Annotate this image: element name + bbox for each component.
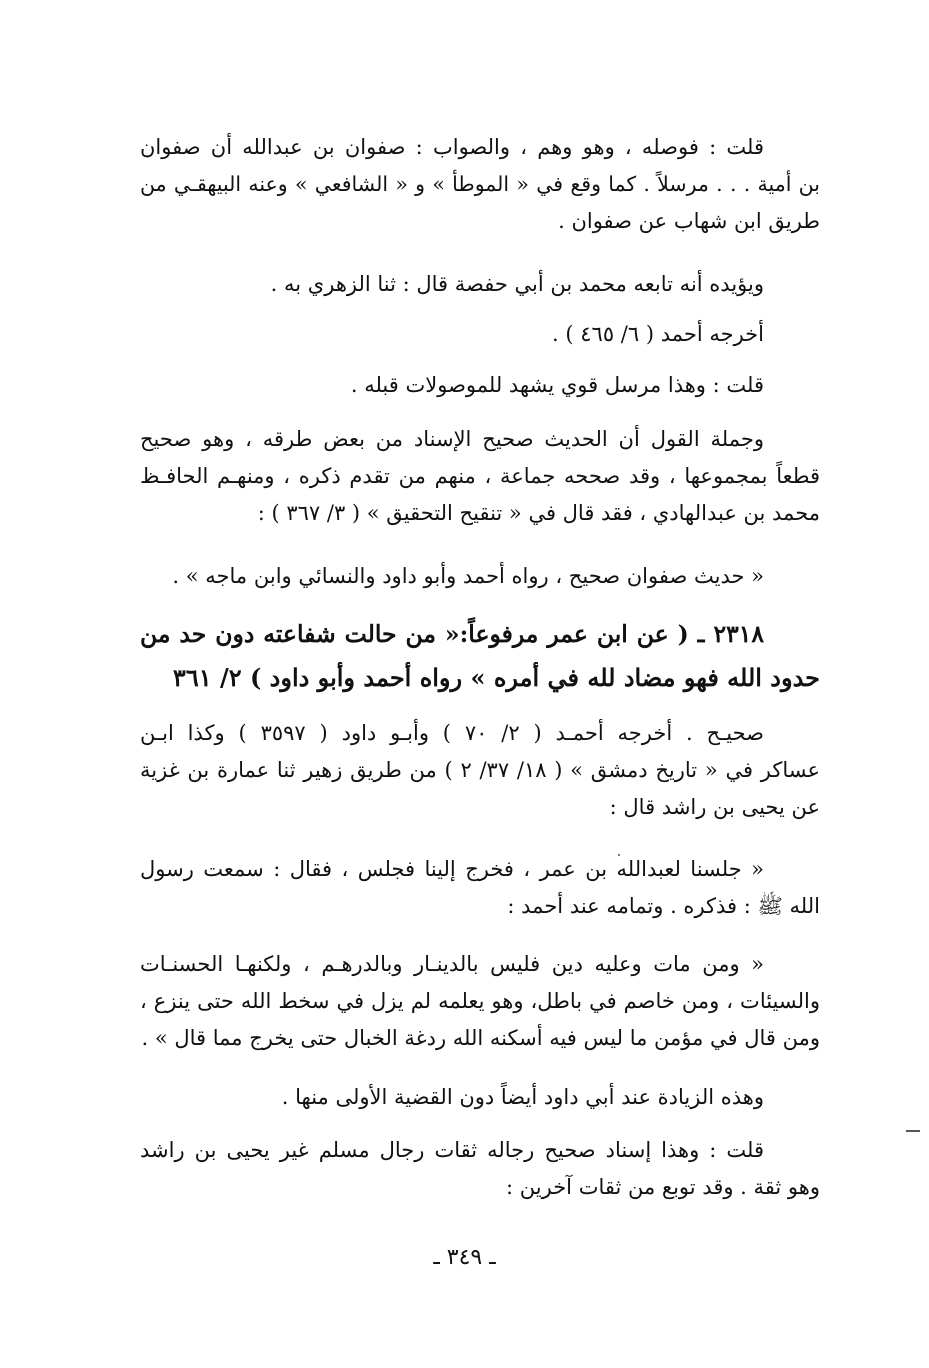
text-line: ٢٣١٨ ـ ( عن ابن عمر مرفوعاً:« من حالت شفاعته دون حد من [140,620,764,648]
text-line: وهو ثقة . وقد توبع من ثقات آخرين : [506,1175,820,1199]
text-line: ومن قال في مؤمن ما ليس فيه أسكنه الله ردغة الخبال حتى يخرج مما قال » . [141,1026,820,1050]
paragraph-3 [140,316,820,353]
text-line: أخرجه أحمد ( ٦/ ٤٦٥ ) . [552,322,764,346]
paragraph-4 [140,367,820,404]
text-line: الله ﷺ : فذكره . وتمامه عند أحمد : [507,894,820,918]
paragraph-9 [140,946,820,1057]
page-number: ـ ٣٤٩ ـ [433,1245,496,1270]
paragraph-11 [140,1132,820,1206]
paragraph-2 [140,266,820,303]
hadith-2318 [140,612,820,700]
text-line: « جلسنا لعبدالله بن عمر ، فخرج إلينا فجلس ، فقال : سمعت رسول [140,857,764,881]
scan-mark [906,1130,920,1132]
text-line: قطعاً بمجموعها ، وقد صححه جماعة ، منهم من تقدم ذكره ، ومنهـم الحافـظ [140,464,820,488]
text-line: عساكر في « تاريخ دمشق » ( ١٨/ ٣٧/ ٢ ) من طريق زهير ثنا عمارة بن غزية [140,758,820,782]
text-line: قلت : فوصله ، وهو وهم ، والصواب : صفوان بن عبدالله أن صفوان [140,135,764,159]
text-line: طريق ابن شهاب عن صفوان . [558,209,820,233]
text-line: حدود الله فهو مضاد لله في أمره » رواه أحمد وأبو داود ) ٢/ ٣٦١ [172,663,820,692]
paragraph-10 [140,1079,820,1116]
text-line: قلت : وهذا مرسل قوي يشهد للموصولات قبله . [350,373,764,397]
paragraph-1 [140,129,820,240]
text-line: « ومن مات وعليه دين فليس بالدينـار وبالدرهـم ، ولكنهـا الحسنـات [140,952,764,976]
text-line: ويؤيده أنه تابعه محمد بن أبي حفصة قال : ثنا الزهري به . [270,272,764,296]
text-line: وهذه الزيادة عند أبي داود أيضاً دون القضية الأولى منها . [281,1085,764,1109]
paragraph-8 [140,851,820,925]
paragraph-7 [140,715,820,826]
paragraph-5 [140,421,820,532]
text-line: وجملة القول أن الحديث صحيح الإسناد من بعض طرقه ، وهو صحيح [140,427,765,451]
text-line: والسيئات ، ومن خاصم في باطل، وهو يعلمه لم يزل في سخط الله حتى ينزع ، [140,989,820,1013]
text-line: صحيـح . أخرجه أحمـد ( ٢/ ٧٠ ) وأبـو داود ( ٣٥٩٧ ) وكذا ابـن [140,721,764,745]
text-line: « حديث صفوان صحيح ، رواه أحمد وأبو داود والنسائي وابن ماجه » . [172,564,764,588]
scan-dot [618,854,620,856]
text-line: عن يحيى بن راشد قال : [609,795,820,819]
paragraph-6 [140,558,820,595]
text-line: بن أمية . . . مرسلاً . كما وقع في « الموطأ » و « الشافعي » وعنه البيهقـي من [140,172,820,196]
text-line: محمد بن عبدالهادي ، فقد قال في « تنقيح التحقيق » ( ٣/ ٣٦٧ ) : [257,501,820,525]
text-line: قلت : وهذا إسناد صحيح رجاله ثقات رجال مسلم غير يحيى بن راشد [140,1138,764,1162]
